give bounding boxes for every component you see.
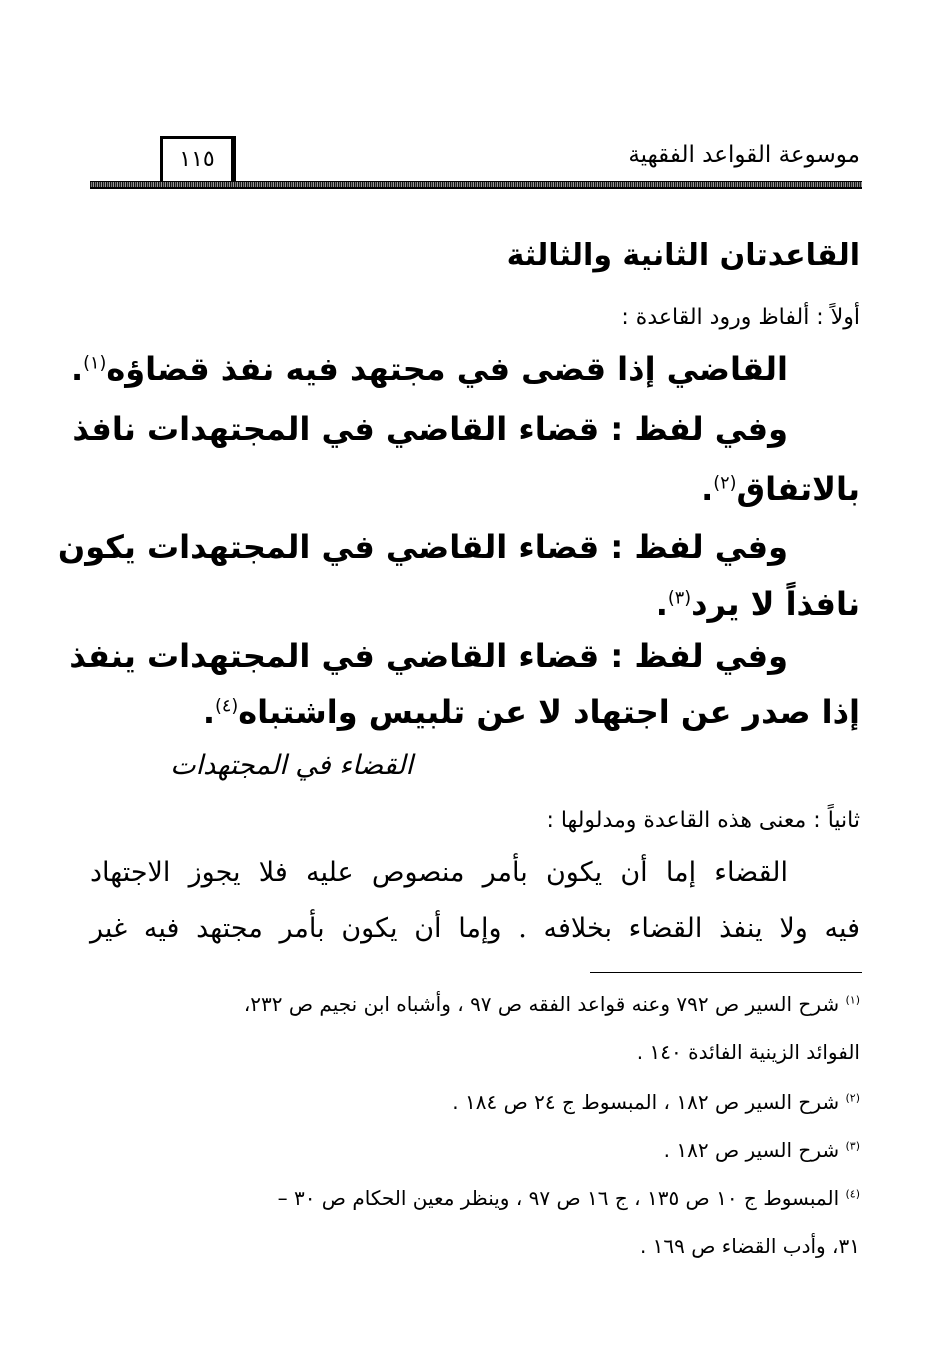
rule-1: القاضي إذا قضى في مجتهد فيه نفذ قضاؤه$^{(١)}$.: [71, 350, 788, 388]
footnote-3-line-1: شرح السير ص ١٨٢ .: [663, 1138, 840, 1162]
footnote-ref-2: (٢): [713, 473, 737, 494]
footnote-ref-4: (٤): [215, 696, 239, 717]
rule-2-line-1: وفي لفظ : قضاء القاضي في المجتهدات نافذ: [72, 410, 788, 448]
footnote-2: [452, 1090, 860, 1114]
footnote-3-marker: (٣): [845, 1139, 860, 1153]
header-rule: [90, 181, 862, 189]
footnote-2-line-1: شرح السير ص ١٨٢ ، المبسوط ج ٢٤ ص ١٨٤ .: [452, 1090, 840, 1114]
footnote-1: [244, 992, 860, 1016]
paragraph-line-1: القضاء إما أن يكون بأمر منصوص عليه فلا يجوز الاجتهاد: [90, 857, 788, 888]
footnote-1-line-2: الفوائد الزينية الفائدة ١٤٠ .: [636, 1040, 860, 1064]
footnote-4-line-2: ٣١، وأدب القضاء ص ١٦٩ .: [639, 1234, 860, 1258]
footnote-1-line-1: شرح السير ص ٧٩٢ وعنه قواعد الفقه ص ٩٧ ، وأشباه ابن نجيم ص ٢٣٢،: [243, 992, 840, 1016]
rule-4-line-1: وفي لفظ : قضاء القاضي في المجتهدات ينفذ: [69, 637, 788, 675]
rule-2-text-end: بالاتفاق: [736, 470, 860, 508]
rule-1-text: القاضي إذا قضى في مجتهد فيه نفذ قضاؤه: [106, 350, 788, 388]
section2-label: ثانياً : معنى هذه القاعدة ومدلولها :: [546, 808, 860, 833]
footnote-4: [278, 1186, 860, 1210]
paragraph-line-2: فيه ولا ينفذ القضاء بخلافه . وإما أن يكون بأمر مجتهد فيه غير: [90, 913, 860, 944]
page-number: ١١٥: [179, 147, 215, 172]
rule-3-line-1: وفي لفظ : قضاء القاضي في المجتهدات يكون: [57, 528, 788, 566]
rule-3-text-end: نافذاً لا يرد: [691, 585, 860, 623]
footnote-1-marker: (١): [845, 993, 860, 1007]
footnote-2-marker: (٢): [845, 1091, 860, 1105]
rule-3-line-2: نافذاً لا يرد$^{(٣)}$.: [655, 585, 860, 623]
running-title: موسوعة القواعد الفقهية: [628, 142, 860, 168]
page-number-box: [160, 136, 236, 182]
handwritten-note: القضاء في المجتهدات: [170, 750, 413, 781]
footnote-4-line-1: المبسوط ج ١٠ ص ١٣٥ ، ج ١٦ ص ٩٧ ، وينظر معين الحكام ص ٣٠ –: [277, 1186, 840, 1210]
rule-4-text-end: إذا صدر عن اجتهاد لا عن تلبيس واشتباه: [238, 693, 860, 731]
footnote-4-marker: (٤): [845, 1187, 860, 1201]
rule-2-line-2: بالاتفاق$^{(٢)}$.: [701, 470, 860, 508]
rule-4-line-2: إذا صدر عن اجتهاد لا عن تلبيس واشتباه$^{(٤)}$.: [202, 693, 860, 731]
section1-label: أولاً : ألفاظ ورود القاعدة :: [621, 305, 860, 330]
section-heading: القاعدتان الثانية والثالثة: [506, 238, 860, 273]
footnote-ref-3: (٣): [667, 588, 692, 609]
footnote-3: [664, 1138, 860, 1162]
footnote-separator: [590, 972, 862, 973]
footnote-ref-1: (١): [83, 353, 107, 374]
